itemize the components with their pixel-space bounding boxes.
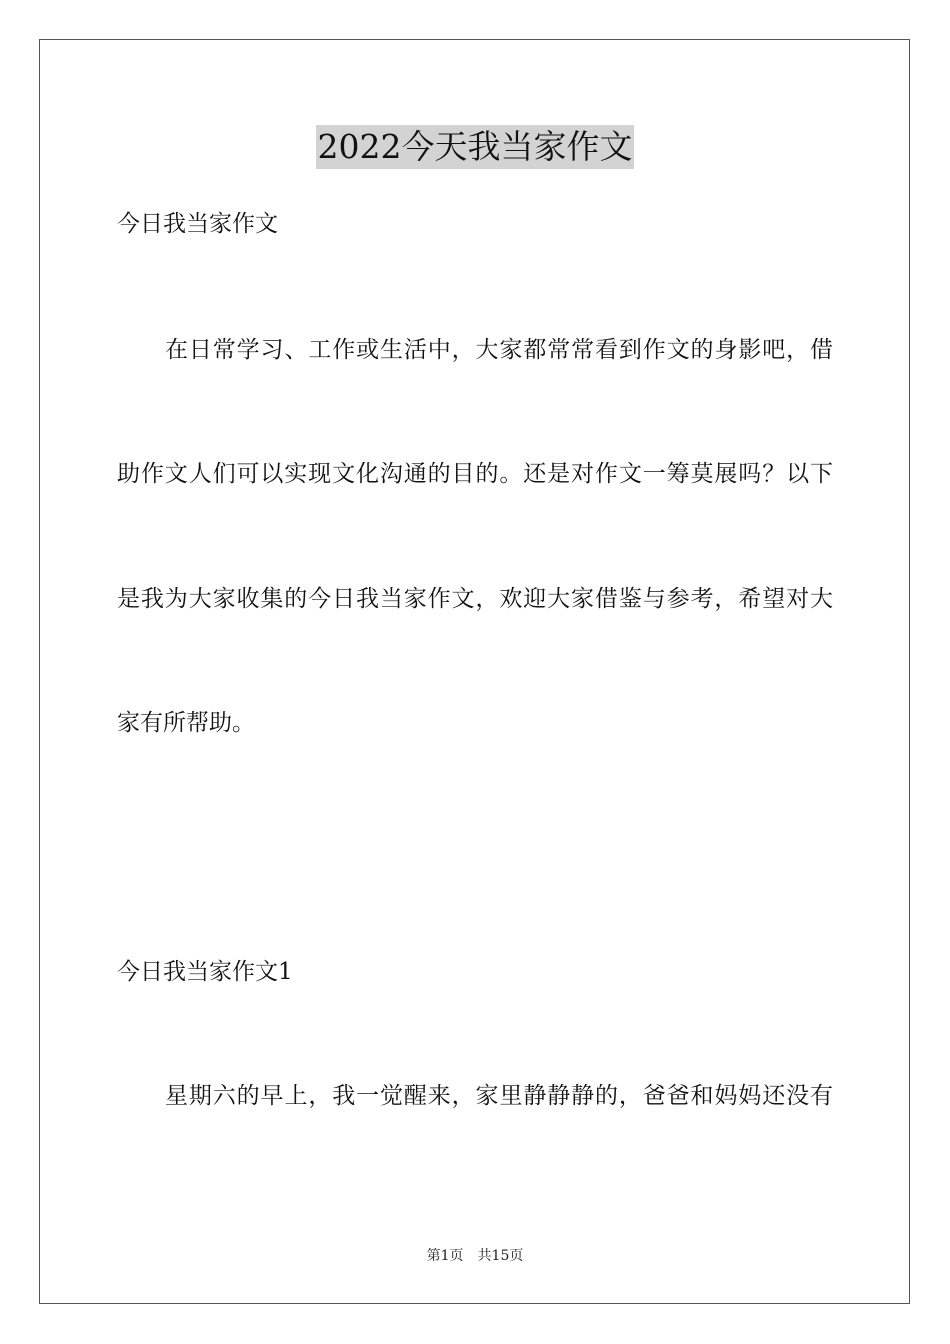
document-subtitle: 今日我当家作文 xyxy=(117,211,278,237)
document-title: 2022今天我当家作文 xyxy=(316,125,635,169)
paragraph-line: 是我为大家收集的今日我当家作文，欢迎大家借鉴与参考，希望对大 xyxy=(117,586,833,612)
paragraph-line: 在日常学习、工作或生活中，大家都常常看到作文的身影吧，借 xyxy=(165,337,833,363)
paragraph-line: 助作文人们可以实现文化沟通的目的。还是对作文一筹莫展吗？以下 xyxy=(117,461,833,487)
paragraph-line: 星期六的早上，我一觉醒来，家里静静静的，爸爸和妈妈还没有 xyxy=(165,1083,833,1109)
page-number: 第1页 共15页 xyxy=(426,1248,524,1264)
section-heading: 今日我当家作文1 xyxy=(117,959,293,985)
paragraph-line: 家有所帮助。 xyxy=(117,710,255,736)
title-container xyxy=(0,125,950,169)
